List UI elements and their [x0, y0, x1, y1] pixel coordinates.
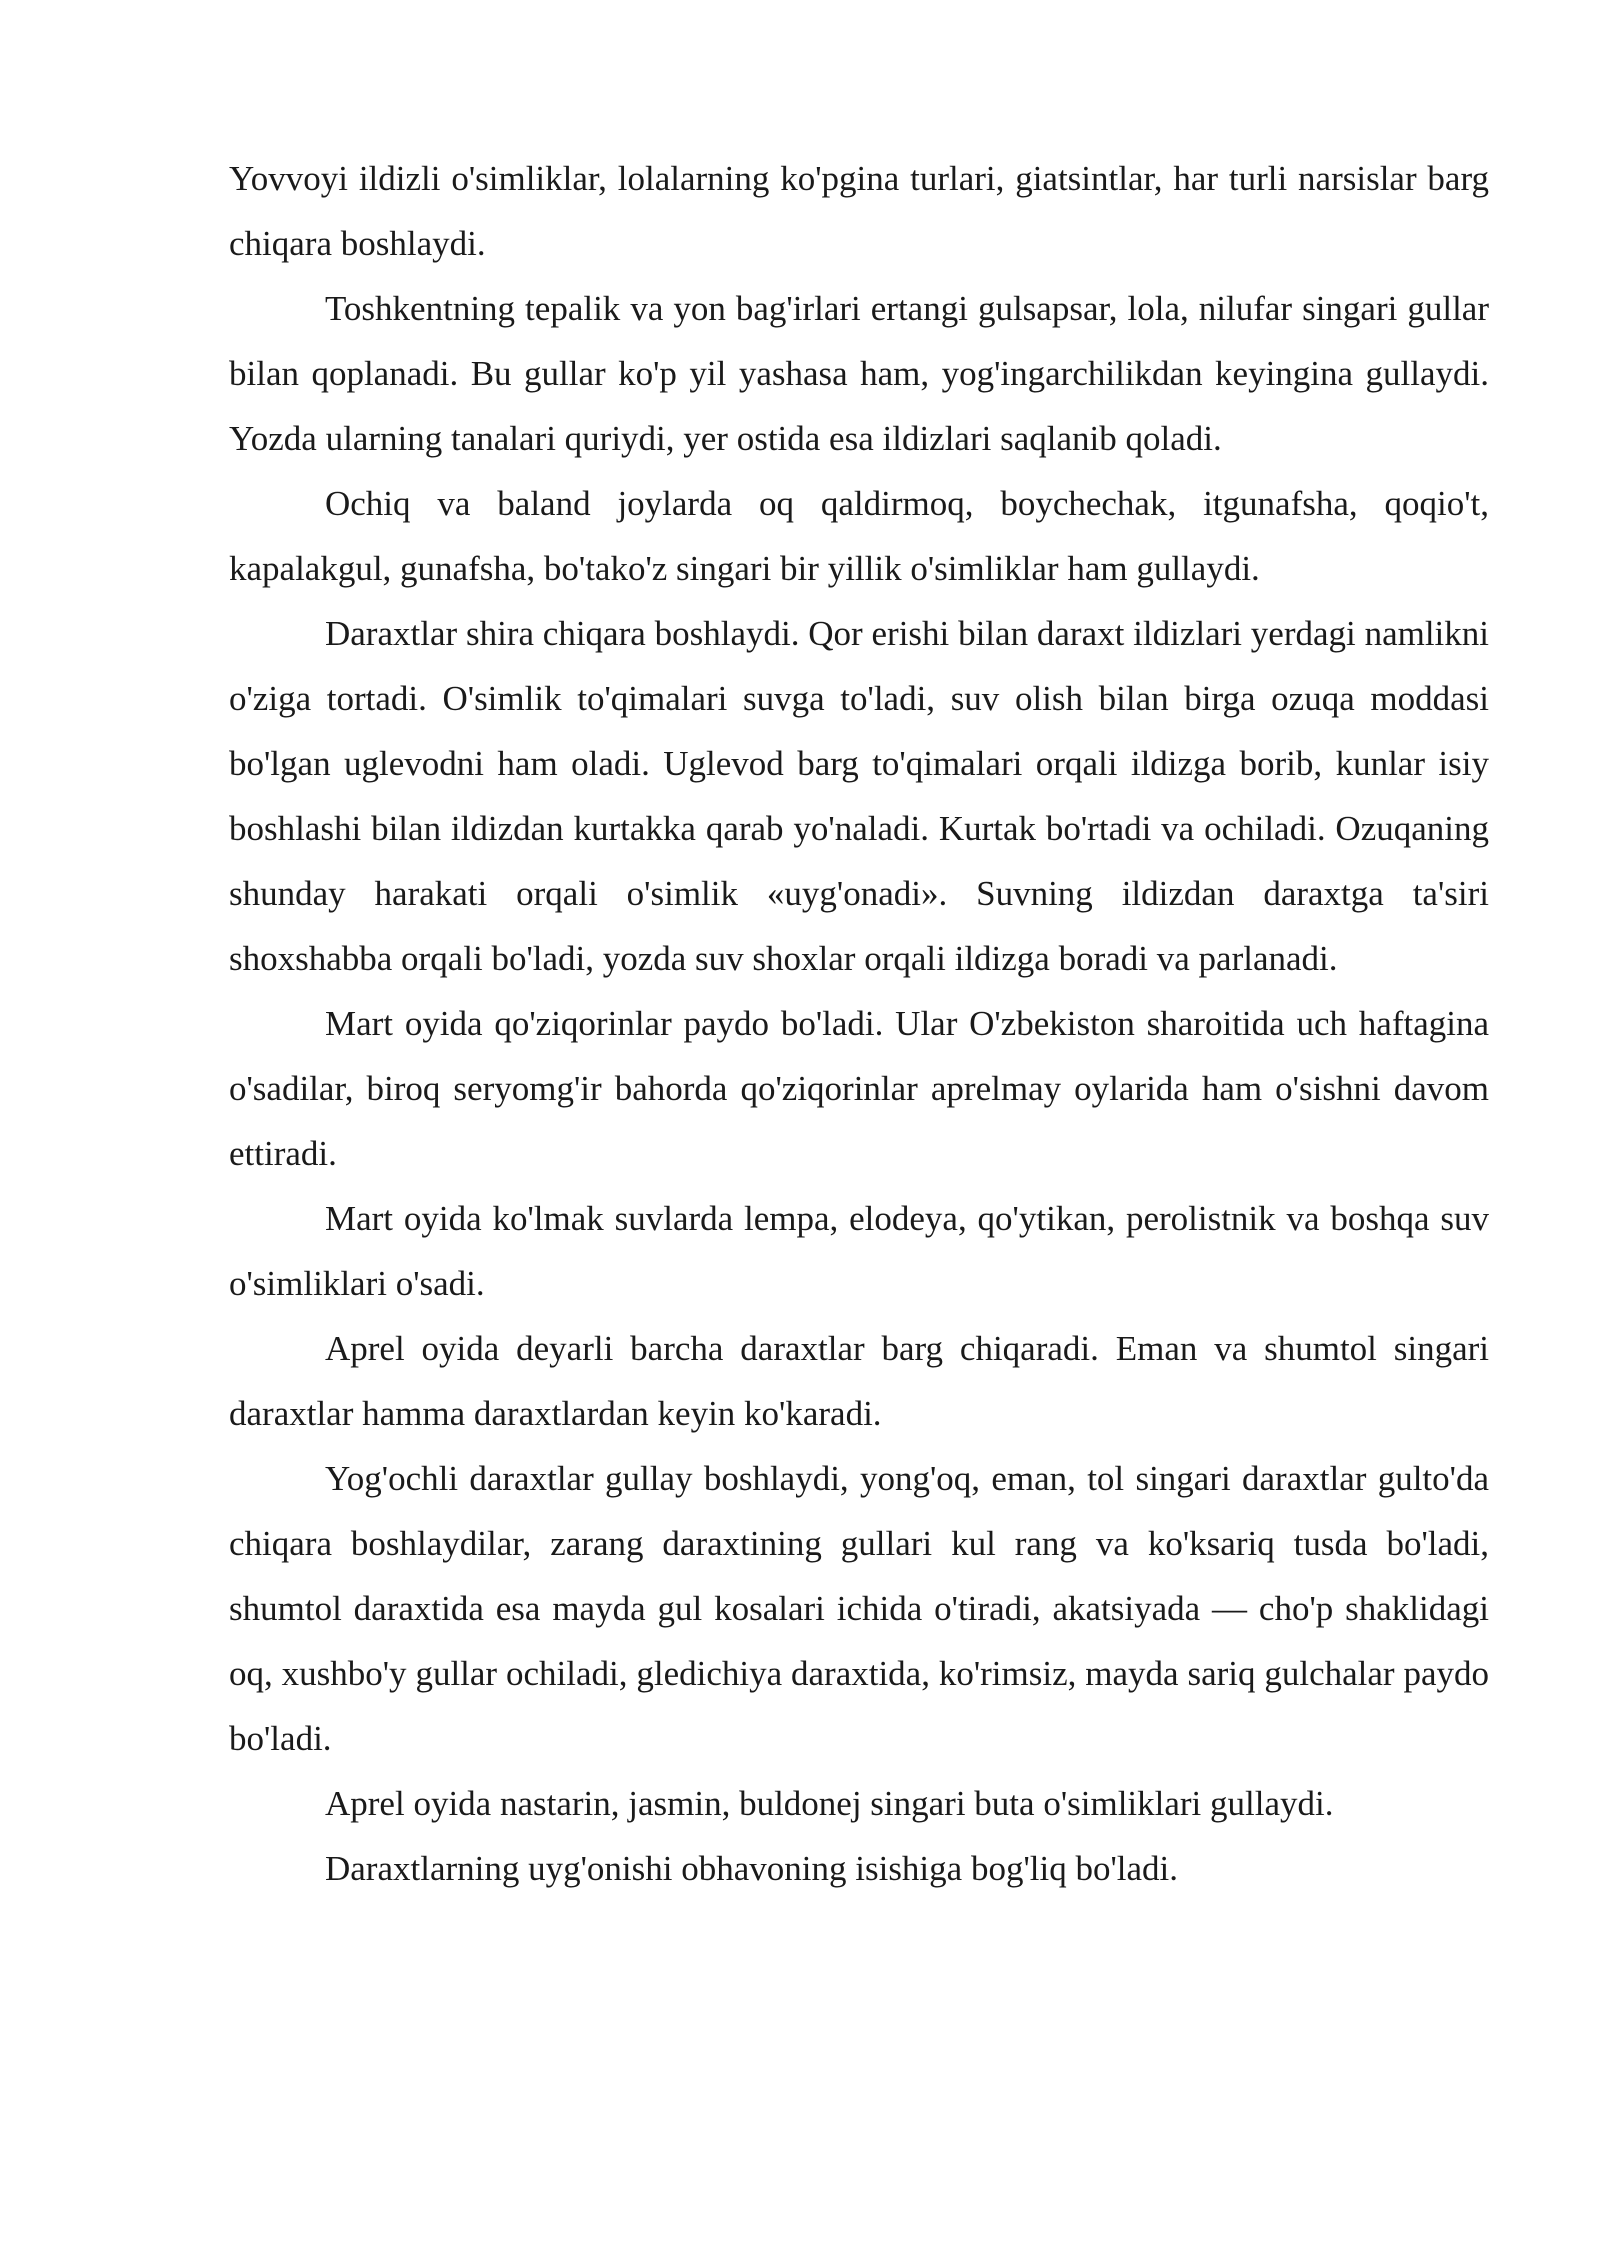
paragraph-10: Daraxtlarning uyg'onishi obhavoning isishiga bog'liq bo'ladi.	[325, 1849, 1178, 1888]
paragraph-4: Daraxtlar shira chiqara boshlaydi. Qor erishi bilan daraxt ildizlari yerdagi namlikni o'ziga tortadi. O'simlik to'qimalari suvga to'ladi, suv olish bilan birga ozuqa moddasi bo'lgan uglevodni ham oladi. Uglevod barg to'qimalari orqali ildizga borib, kunlar isiy boshlashi bilan ildizdan kurtakka qarab yo'naladi. Kurtak bo'rtadi va ochiladi. Ozuqaning shunday harakati orqali o'simlik «uyg'onadi». Suvning ildizdan daraxtga ta'siri shoxshabba orqali bo'ladi, yozda suv shoxlar orqali ildizga boradi va parlanadi.	[229, 614, 1489, 978]
paragraph-5: Mart oyida qo'ziqorinlar paydo bo'ladi. Ular O'zbekiston sharoitida uch haftagina o'sadilar, biroq seryomg'ir bahorda qo'ziqorinlar aprelmay oylarida ham o'sishni davom ettiradi.	[229, 1004, 1489, 1173]
paragraph-3: Ochiq va baland joylarda oq qaldirmoq, boychechak, itgunafsha, qoqio't, kapalakgul, gunafsha, bo'tako'z singari bir yillik o'simliklar ham gullaydi.	[229, 484, 1489, 588]
paragraph-1: Yovvoyi ildizli o'simliklar, lolalarning ko'pgina turlari, giatsintlar, har turli narsislar barg chiqara boshlaydi.	[229, 159, 1489, 263]
document-body	[229, 146, 1489, 1901]
paragraph-7: Aprel oyida deyarli barcha daraxtlar barg chiqaradi. Eman va shumtol singari daraxtlar hamma daraxtlardan keyin ko'karadi.	[229, 1329, 1489, 1433]
paragraph-2: Toshkentning tepalik va yon bag'irlari ertangi gulsapsar, lola, nilufar singari gullar bilan qoplanadi. Bu gullar ko'p yil yashasa ham, yog'ingarchilikdan keyingina gullaydi. Yozda ularning tanalari quriydi, yer ostida esa ildizlari saqlanib qoladi.	[229, 289, 1489, 458]
paragraph-6: Mart oyida ko'lmak suvlarda lempa, elodeya, qo'ytikan, perolistnik va boshqa suv o'simliklari o'sadi.	[229, 1199, 1489, 1303]
paragraph-9: Aprel oyida nastarin, jasmin, buldonej singari buta o'simliklari gullaydi.	[325, 1784, 1334, 1823]
paragraph-8: Yog'ochli daraxtlar gullay boshlaydi, yong'oq, eman, tol singari daraxtlar gulto'da chiqara boshlaydilar, zarang daraxtining gullari kul rang va ko'ksariq tusda bo'ladi, shumtol daraxtida esa mayda gul kosalari ichida o'tiradi, akatsiyada — cho'p shaklidagi oq, xushbo'y gullar ochiladi, gledichiya daraxtida, ko'rimsiz, mayda sariq gulchalar paydo bo'ladi.	[229, 1459, 1489, 1758]
